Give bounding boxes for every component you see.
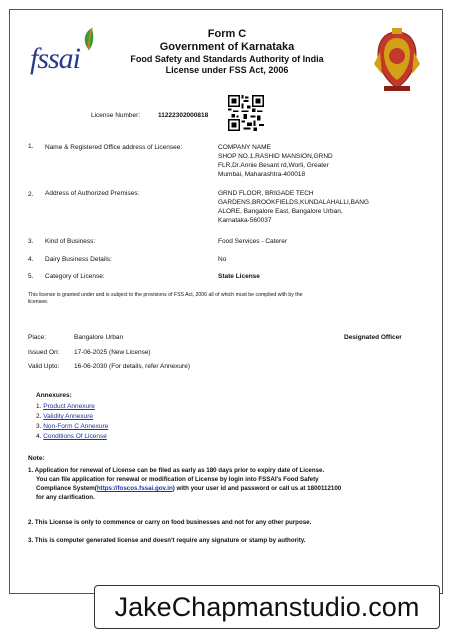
row-number: 3. <box>28 238 34 245</box>
foscos-link[interactable]: https://foscos.fssai.gov.in <box>96 485 173 492</box>
row-number: 4. <box>28 256 34 263</box>
non-form-c-annexure-link[interactable]: Non-Form C Annexure <box>43 423 109 430</box>
licensee-address: COMPANY NAME SHOP NO.1,RASHID MANSION,GRND FLR,Dr.Annie Besant rd,Worli, Greater Mumbai, Maharashtra-400018 <box>218 144 333 178</box>
row-number: 1. <box>28 143 34 150</box>
row-number: 2. <box>28 191 34 198</box>
karnataka-emblem-icon <box>370 24 424 94</box>
row-label: Name & Registered Office address of Licensee: <box>45 144 183 151</box>
document-header <box>100 28 354 76</box>
list-item: 2. Validity Annexure <box>36 413 93 420</box>
note-title: Note: <box>28 455 45 462</box>
fssai-logo <box>28 24 98 94</box>
leaf-icon <box>80 26 98 52</box>
row-label: Kind of Business: <box>45 238 96 245</box>
place-label: Place: <box>28 334 47 341</box>
conditions-of-license-link[interactable]: Conditions Of License <box>43 433 107 440</box>
row-label: Address of Authorized Premises: <box>45 190 140 197</box>
place-value: Bangalore Urban <box>74 334 124 341</box>
premises-address: GRND FLOOR, BRIGADE TECH GARDENS,BROOKFIELDS,KUNDALAHALLI,BANG ALORE, Bangalore East, Bangalore Urban, Karnataka-560037 <box>218 190 369 224</box>
row-label: Dairy Business Details: <box>45 256 112 263</box>
issued-label: Issued On: <box>28 349 60 356</box>
note-3: 3. This is computer generated license and doesn't require any signature or stamp by authority. <box>28 537 306 544</box>
list-item: 4. Conditions Of License <box>36 433 107 440</box>
note-1: 1. Application for renewal of License can be filed as early as 180 days prior to expiry date of License. You can file application for renewal or modification of License by login into FSSAI's Food Safety Compliance System(https://foscos.fssai.gov.in) with your user id and password or call us at 1800112100 for any clarification. <box>28 467 342 501</box>
list-item: 1. Product Annexure <box>36 403 95 410</box>
row-label: Category of License: <box>45 273 105 280</box>
valid-label: Valid Upto: <box>28 363 60 370</box>
valid-value: 16-06-2030 (For details, refer Annexure) <box>74 363 190 370</box>
fssai-logo-text: fssai <box>30 42 81 75</box>
kind-of-business: Food Services - Caterer <box>218 238 287 245</box>
product-annexure-link[interactable]: Product Annexure <box>43 403 95 410</box>
qr-code-icon <box>228 95 264 131</box>
issued-value: 17-06-2025 (New License) <box>74 349 151 356</box>
license-number-value: 11222302000818 <box>158 112 209 119</box>
grant-paragraph: This license is granted under and is subject to the provisions of FSS Act, 2006 all of which must be complied with by the licensee. <box>28 292 303 305</box>
annexures-title: Annexures: <box>36 392 72 399</box>
row-number: 5. <box>28 273 34 280</box>
form-title: Form C <box>207 28 247 40</box>
dairy-business: No <box>218 256 227 263</box>
watermark-banner: JakeChapmanstudio.com <box>94 585 440 629</box>
license-category: State License <box>218 273 260 280</box>
note-2: 2. This License is only to commence or carry on food businesses and not for any other purpose. <box>28 519 312 526</box>
license-number-label: License Number: <box>91 112 141 119</box>
government-title: Government of Karnataka <box>159 41 295 53</box>
designated-officer: Designated Officer <box>344 334 402 341</box>
list-item: 3. Non-Form C Annexure <box>36 423 109 430</box>
license-act-title: License under FSS Act, 2006 <box>165 65 289 75</box>
annexures-list <box>36 402 108 442</box>
authority-title: Food Safety and Standards Authority of India <box>130 54 324 64</box>
validity-annexure-link[interactable]: Validity Annexure <box>43 413 93 420</box>
